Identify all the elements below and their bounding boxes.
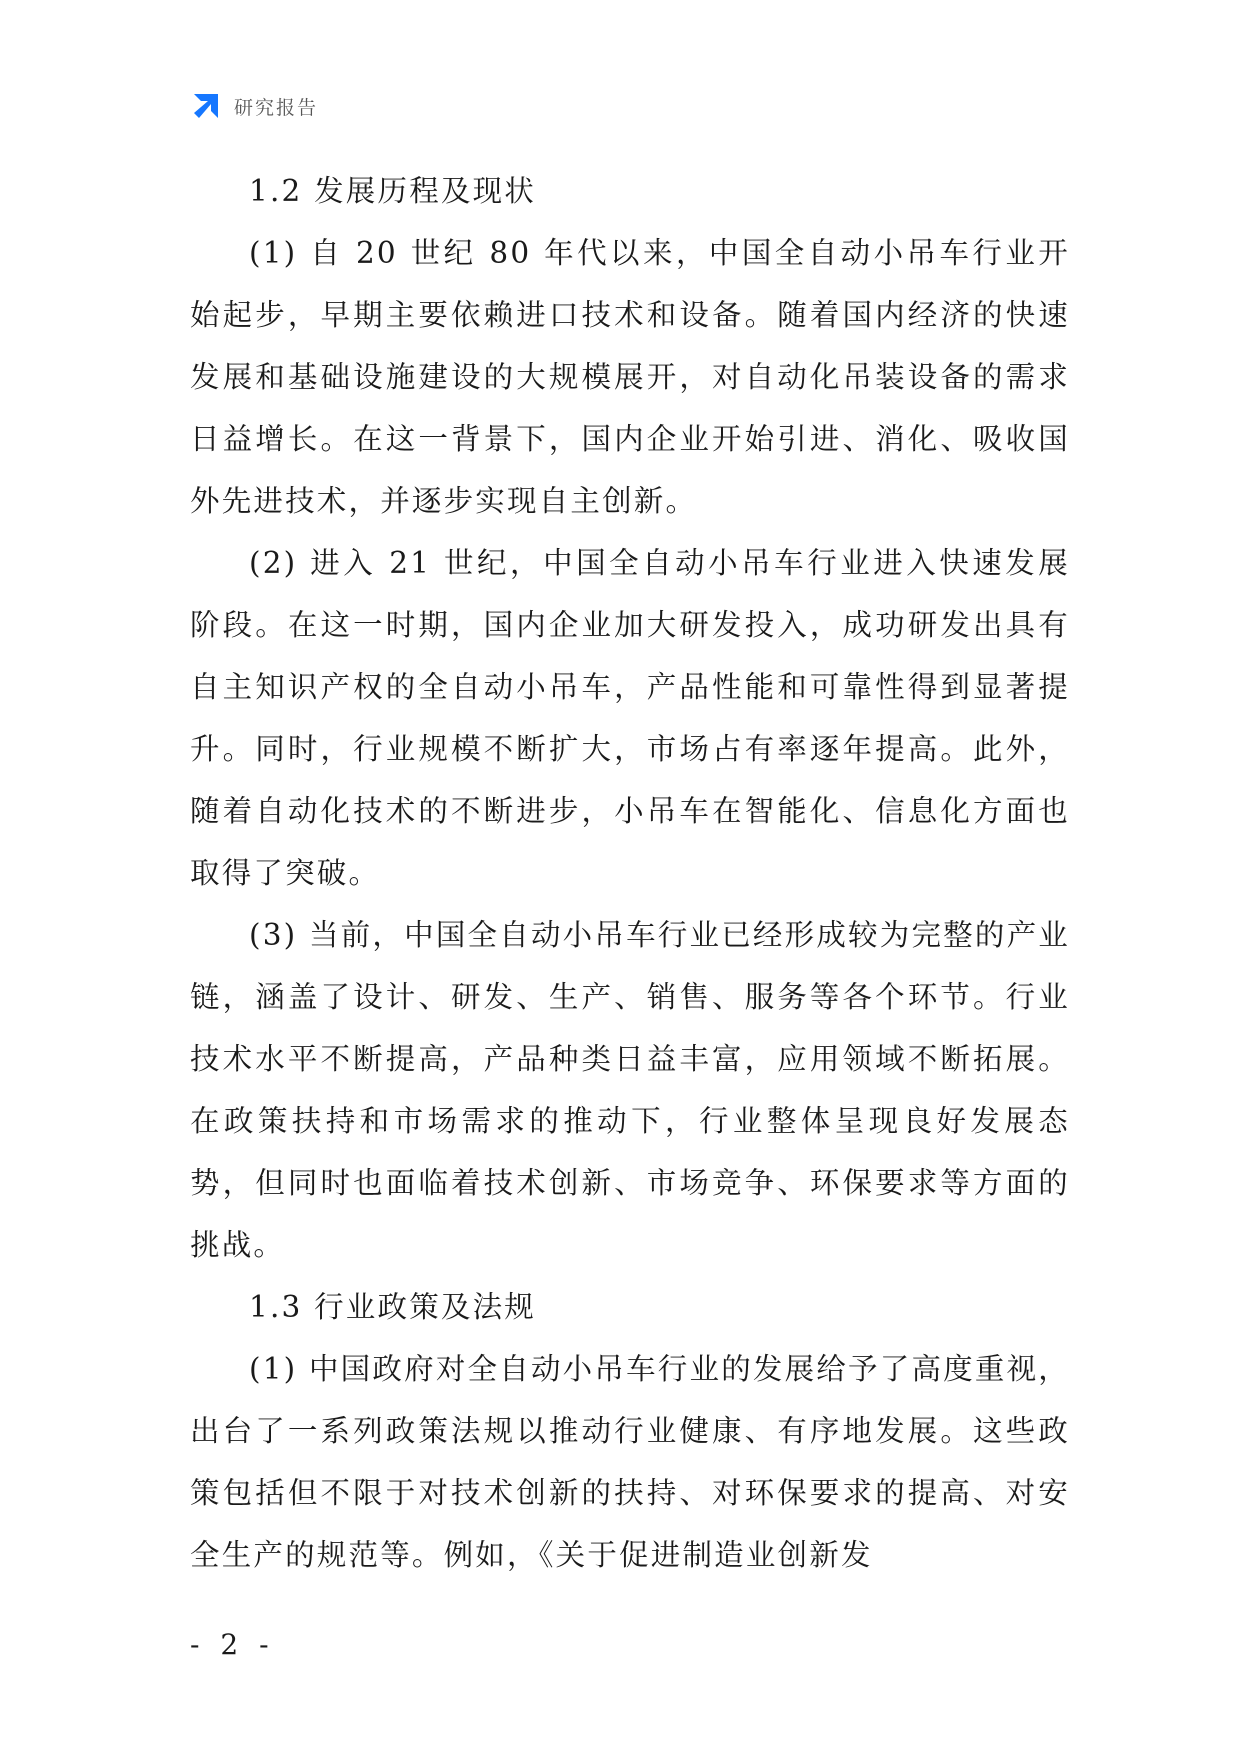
page-number: - 2 - (190, 1628, 275, 1661)
paragraph: (3) 当前，中国全自动小吊车行业已经形成较为完整的产业链，涵盖了设计、研发、生产、销售、服务等各个环节。行业技术水平不断提高，产品种类日益丰富，应用领域不断拓展。在政策扶持和市场需求的推动下，行业整体呈现良好发展态势，但同时也面临着技术创新、市场竞争、环保要求等方面的挑战。 (190, 918, 1070, 1262)
arrow-up-right-icon (190, 90, 222, 122)
paragraph: (1) 自 20 世纪 80 年代以来，中国全自动小吊车行业开始起步，早期主要依赖进口技术和设备。随着国内经济的快速发展和基础设施建设的大规模展开，对自动化吊装设备的需求日益增长。在这一背景下，国内企业开始引进、消化、吸收国外先进技术，并逐步实现自主创新。 (190, 236, 1070, 518)
report-header (190, 88, 318, 124)
section-heading-1-2: 1.2 发展历程及现状 (249, 174, 536, 208)
header-title: 研究报告 (234, 96, 319, 119)
document-body (190, 160, 1070, 1586)
paragraph: (1) 中国政府对全自动小吊车行业的发展给予了高度重视，出台了一系列政策法规以推动行业健康、有序地发展。这些政策包括但不限于对技术创新的扶持、对环保要求的提高、对安全生产的规范等。例如，《关于促进制造业创新发 (190, 1352, 1070, 1572)
paragraph: (2) 进入 21 世纪，中国全自动小吊车行业进入快速发展阶段。在这一时期，国内企业加大研发投入，成功研发出具有自主知识产权的全自动小吊车，产品性能和可靠性得到显著提升。同时，行业规模不断扩大，市场占有率逐年提高。此外，随着自动化技术的不断进步，小吊车在智能化、信息化方面也取得了突破。 (190, 546, 1070, 890)
section-heading-1-3: 1.3 行业政策及法规 (249, 1290, 536, 1324)
